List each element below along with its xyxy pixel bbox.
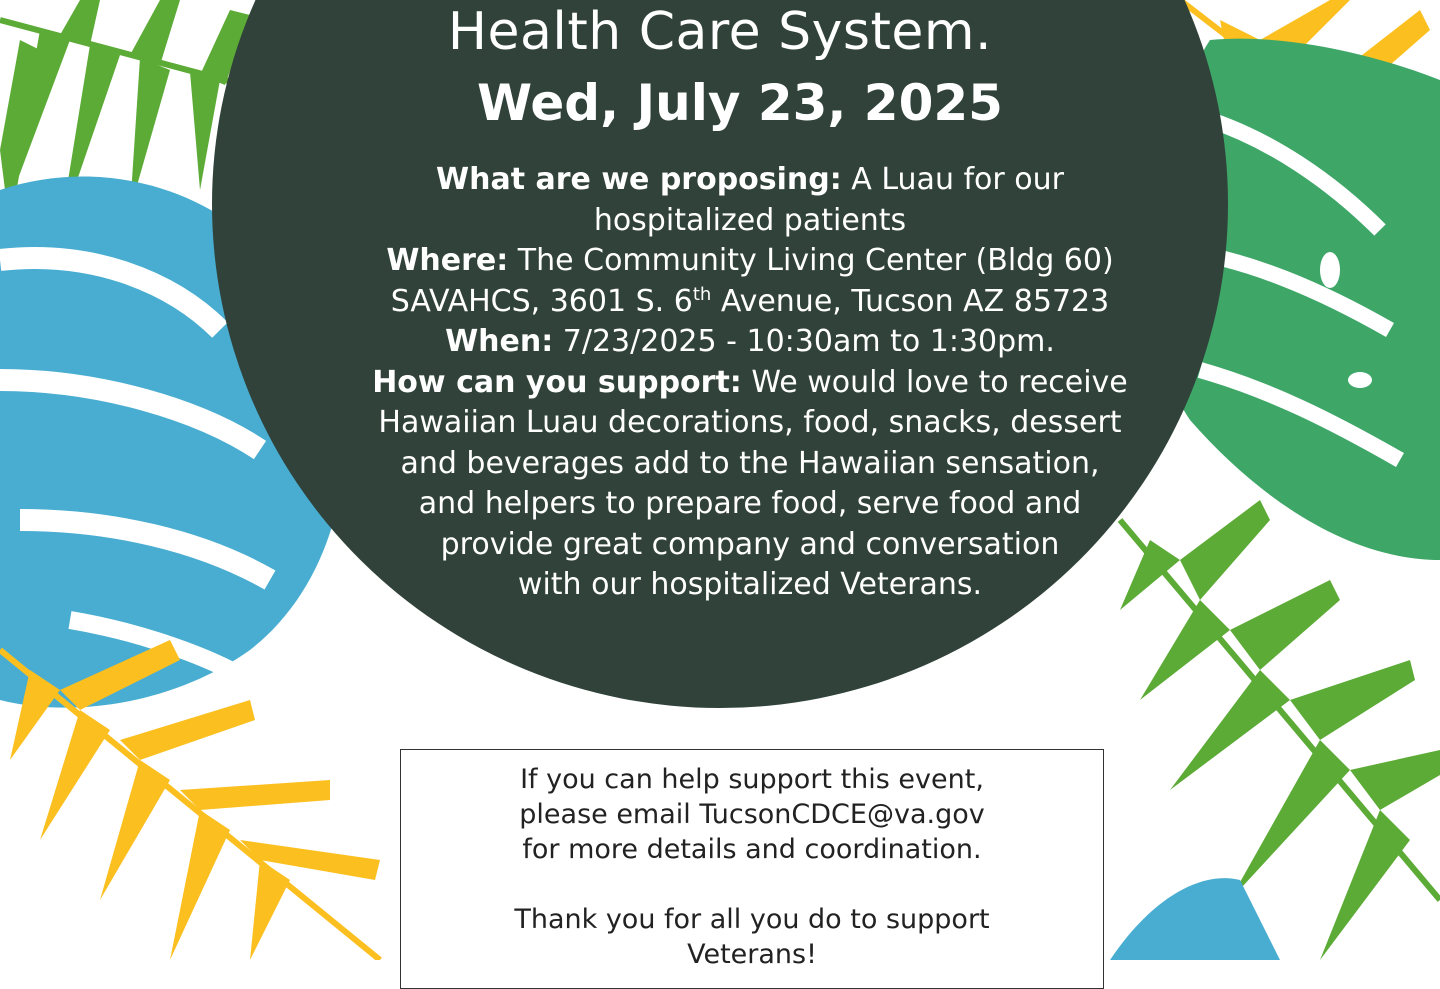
when-text: 7/23/2025 - 10:30am to 1:30pm. bbox=[553, 324, 1055, 359]
green-palm-leaf-right bbox=[1120, 500, 1440, 960]
yellow-palm-leaf-bottom-left bbox=[0, 640, 380, 960]
support-text-2: Hawaiian Luau decorations, food, snacks, dessert bbox=[378, 405, 1122, 440]
support-text-3: and beverages add to the Hawaiian sensation, bbox=[400, 445, 1100, 481]
event-date: Wed, July 23, 2025 bbox=[477, 74, 1003, 132]
support-text-4: and helpers to prepare food, serve food and bbox=[418, 486, 1082, 521]
support-text-1: We would love to receive bbox=[741, 364, 1128, 400]
proposing-label: What are we proposing: bbox=[436, 162, 842, 197]
contact-line-3: for more details and coordination. bbox=[522, 834, 982, 865]
contact-box bbox=[400, 749, 1104, 989]
support-text-5: provide great company and conversation bbox=[440, 526, 1060, 562]
proposing-text: A Luau for our bbox=[841, 162, 1064, 197]
address-line: SAVAHCS, 3601 S. 6th Avenue, Tucson AZ 85723 bbox=[390, 283, 1110, 319]
details-block bbox=[340, 160, 1160, 606]
thanks-line-1: Thank you for all you do to support bbox=[514, 904, 990, 935]
system-title: Health Care System. bbox=[447, 2, 993, 62]
where-text: The Community Living Center (Bldg 60) bbox=[508, 243, 1114, 278]
contact-line-2: please email TucsonCDCE@va.gov bbox=[519, 799, 985, 830]
contact-line-1: If you can help support this event, bbox=[520, 764, 984, 795]
where-label: Where: bbox=[386, 243, 509, 278]
when-label: When: bbox=[445, 324, 554, 359]
thanks-line-2: Veterans! bbox=[687, 939, 817, 970]
proposing-text-2: hospitalized patients bbox=[593, 202, 907, 238]
blue-leaf-bottom-right bbox=[1110, 878, 1280, 960]
support-label: How can you support: bbox=[372, 364, 742, 400]
support-text-6: with our hospitalized Veterans. bbox=[517, 567, 983, 602]
